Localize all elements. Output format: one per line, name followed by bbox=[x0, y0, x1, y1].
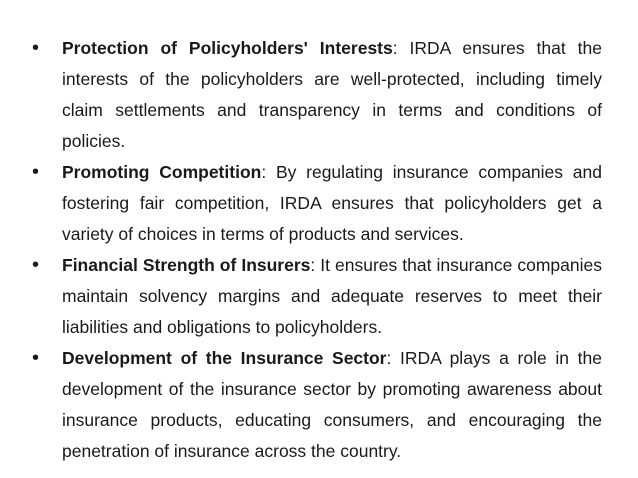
bullet-text: By regulating insurance companies and fostering fair competition, IRDA ensures that policyholders get a variety of choices in terms of products and services. bbox=[62, 162, 602, 244]
bullet-term: Protection of Policyholders' Interests bbox=[62, 38, 393, 58]
bullet-dot-icon: • bbox=[32, 347, 40, 369]
bullet-item-promoting-competition bbox=[32, 157, 602, 250]
bullet-text: IRDA plays a role in the development of the insurance sector by promoting awareness about insurance products, educating consumers, and encouraging the penetration of insurance across the country. bbox=[62, 348, 602, 461]
bullet-separator: : bbox=[386, 348, 392, 368]
bullet-term: Financial Strength of Insurers bbox=[62, 255, 311, 275]
bullet-term: Promoting Competition bbox=[62, 162, 262, 182]
bullet-dot-icon: • bbox=[32, 37, 40, 59]
bullet-dot-icon: • bbox=[32, 254, 40, 276]
bullet-separator: : bbox=[261, 162, 267, 182]
bullet-text: IRDA ensures that the interests of the policyholders are well-protected, including timely claim settlements and transparency in terms and conditions of policies. bbox=[62, 38, 602, 151]
bullet-item-financial-strength bbox=[32, 250, 602, 343]
bullet-dot-icon: • bbox=[32, 161, 40, 183]
bullet-text: It ensures that insurance companies maintain solvency margins and adequate reserves to meet their liabilities and obligations to policyholders. bbox=[62, 255, 602, 337]
bullet-list bbox=[32, 33, 602, 467]
bullet-item-policyholders-interests bbox=[32, 33, 602, 157]
bullet-separator: : bbox=[310, 255, 316, 275]
bullet-separator: : bbox=[392, 38, 398, 58]
bullet-item-development-sector bbox=[32, 343, 602, 467]
bullet-term: Development of the Insurance Sector bbox=[62, 348, 387, 368]
